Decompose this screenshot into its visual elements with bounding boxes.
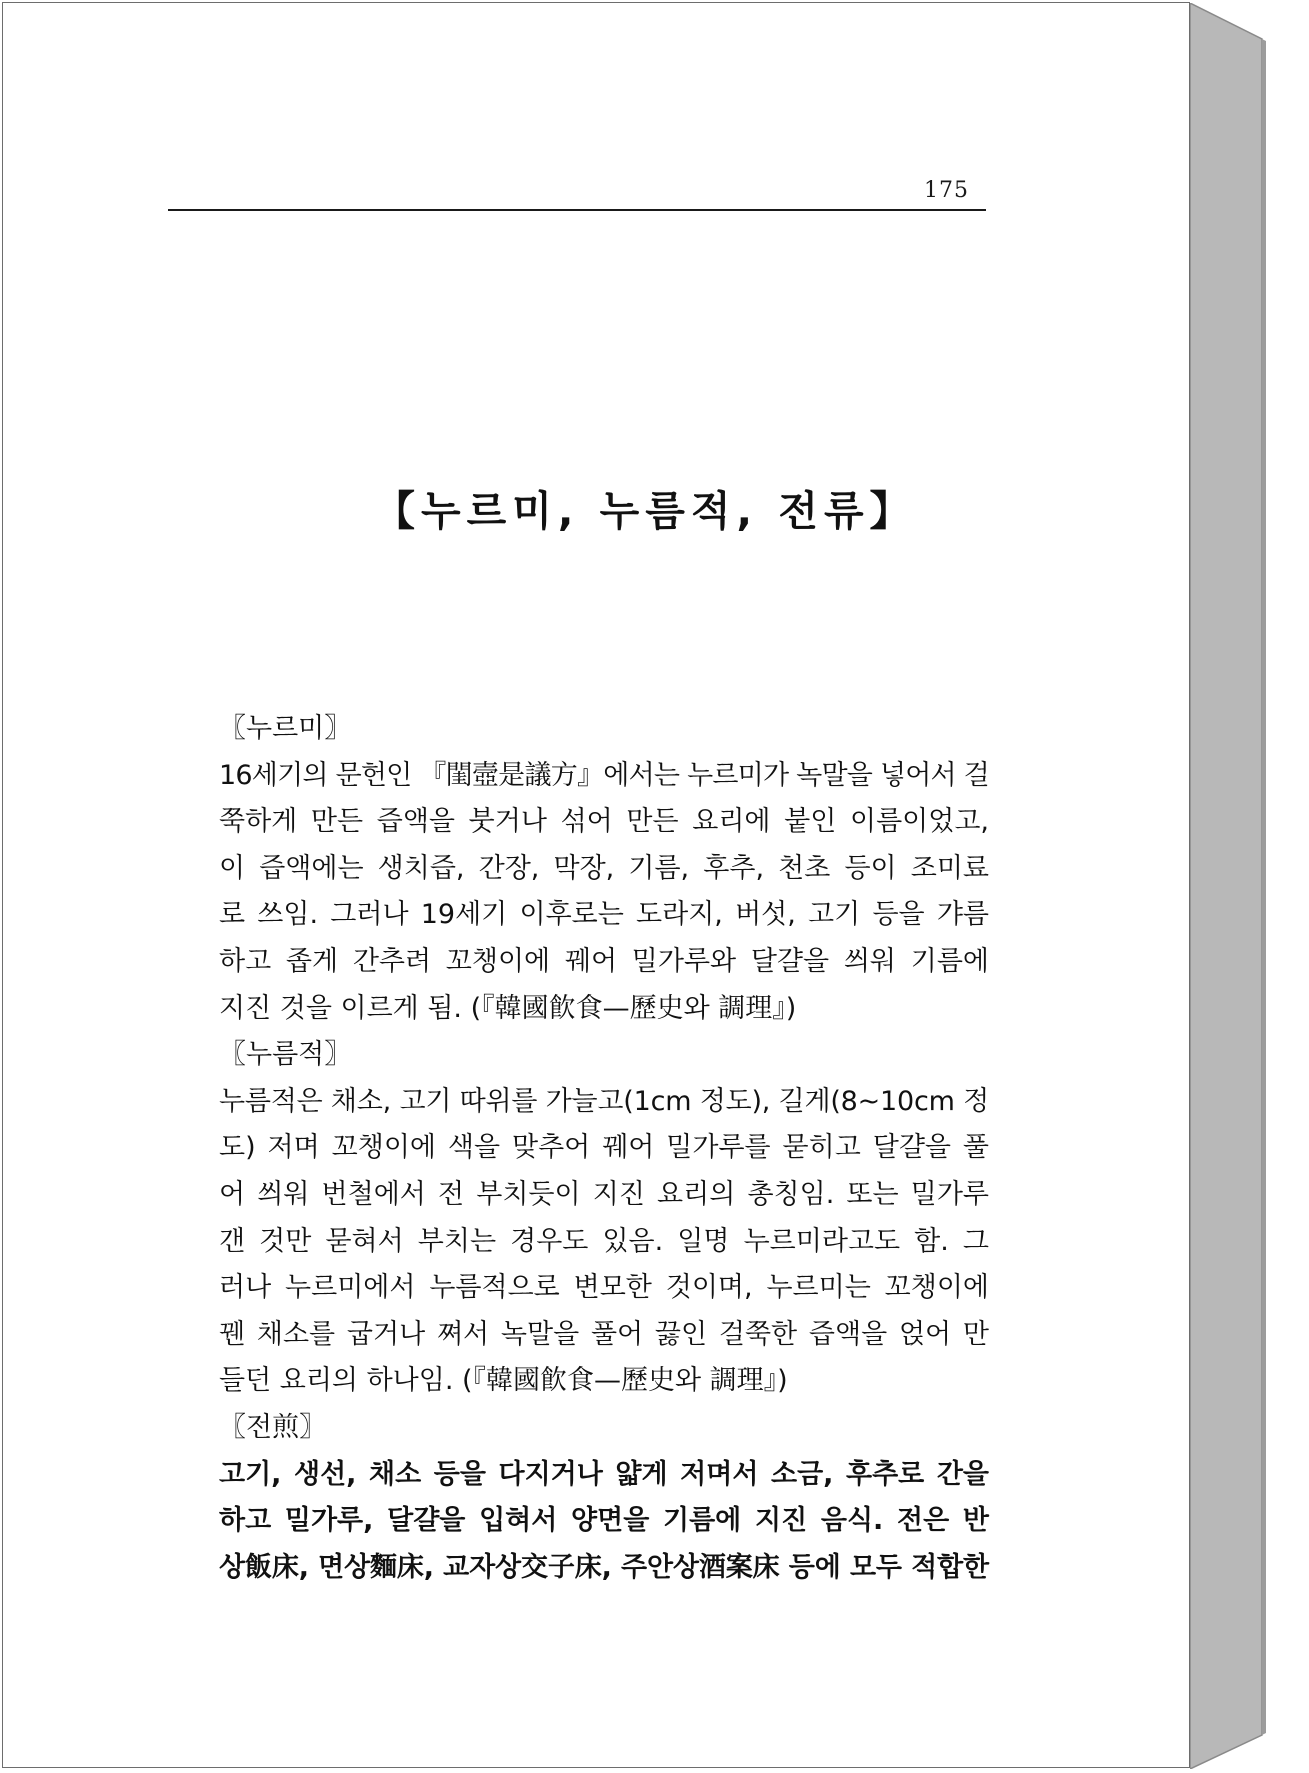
body-text bbox=[219, 706, 989, 1591]
text-line: 이 즙액에는 생치즙, 간장, 막장, 기름, 후추, 천초 등이 조미료 bbox=[219, 852, 989, 884]
text-line: 지진 것을 이르게 됨. (『韓國飮食—歷史와 調理』) bbox=[219, 992, 797, 1024]
header-rule bbox=[168, 209, 986, 211]
chapter-title: 【누르미, 누름적, 전류】 bbox=[374, 487, 917, 535]
section-heading-jeon: 〖전煎〗 bbox=[219, 1411, 327, 1443]
text-line: 러나 누르미에서 누름적으로 변모한 것이며, 누르미는 꼬챙이에 bbox=[219, 1272, 989, 1304]
paragraph-nureumjeok bbox=[219, 1079, 989, 1405]
text-line: 로 쓰임. 그러나 19세기 이후로는 도라지, 버섯, 고기 등을 갸름 bbox=[219, 899, 989, 931]
text-line: 하고 밀가루, 달걀을 입혀서 양면을 기름에 지진 음식. 전은 반 bbox=[219, 1505, 989, 1537]
paragraph-jeon bbox=[219, 1452, 989, 1592]
book-edge bbox=[1190, 3, 1302, 1769]
text-line: 쭉하게 만든 즙액을 붓거나 섞어 만든 요리에 붙인 이름이었고, bbox=[219, 806, 989, 838]
section-heading-nureumi: 〖누르미〗 bbox=[219, 713, 352, 744]
section-heading-nureumjeok: 〖누름적〗 bbox=[219, 1039, 352, 1071]
text-line: 고기, 생선, 채소 등을 다지거나 얇게 저며서 소금, 후추로 간을 bbox=[219, 1458, 989, 1490]
page-number: 175 bbox=[924, 178, 969, 203]
text-line: 들던 요리의 하나임. (『韓國飮食—歷史와 調理』) bbox=[219, 1365, 788, 1397]
text-line: 도) 저며 꼬챙이에 색을 맞추어 꿰어 밀가루를 묻히고 달걀을 풀 bbox=[219, 1132, 989, 1164]
text-line: 16세기의 문헌인 『閨壼是議方』에서는 누르미가 녹말을 넣어서 걸 bbox=[219, 759, 989, 791]
paragraph-nureumi bbox=[219, 753, 989, 1033]
text-line: 상飯床, 면상麵床, 교자상交子床, 주안상酒案床 등에 모두 적합한 bbox=[219, 1551, 989, 1583]
text-line: 꿴 채소를 굽거나 쪄서 녹말을 풀어 끓인 걸쭉한 즙액을 얹어 만 bbox=[219, 1318, 989, 1350]
text-line: 갠 것만 묻혀서 부치는 경우도 있음. 일명 누르미라고도 함. 그 bbox=[219, 1225, 989, 1257]
text-line: 하고 좁게 간추려 꼬챙이에 꿰어 밀가루와 달걀을 씌워 기름에 bbox=[219, 945, 989, 977]
text-line: 누름적은 채소, 고기 따위를 가늘고(1cm 정도), 길게(8~10cm 정 bbox=[219, 1085, 989, 1117]
text-line: 어 씌워 번철에서 전 부치듯이 지진 요리의 총칭임. 또는 밀가루 bbox=[219, 1178, 989, 1210]
